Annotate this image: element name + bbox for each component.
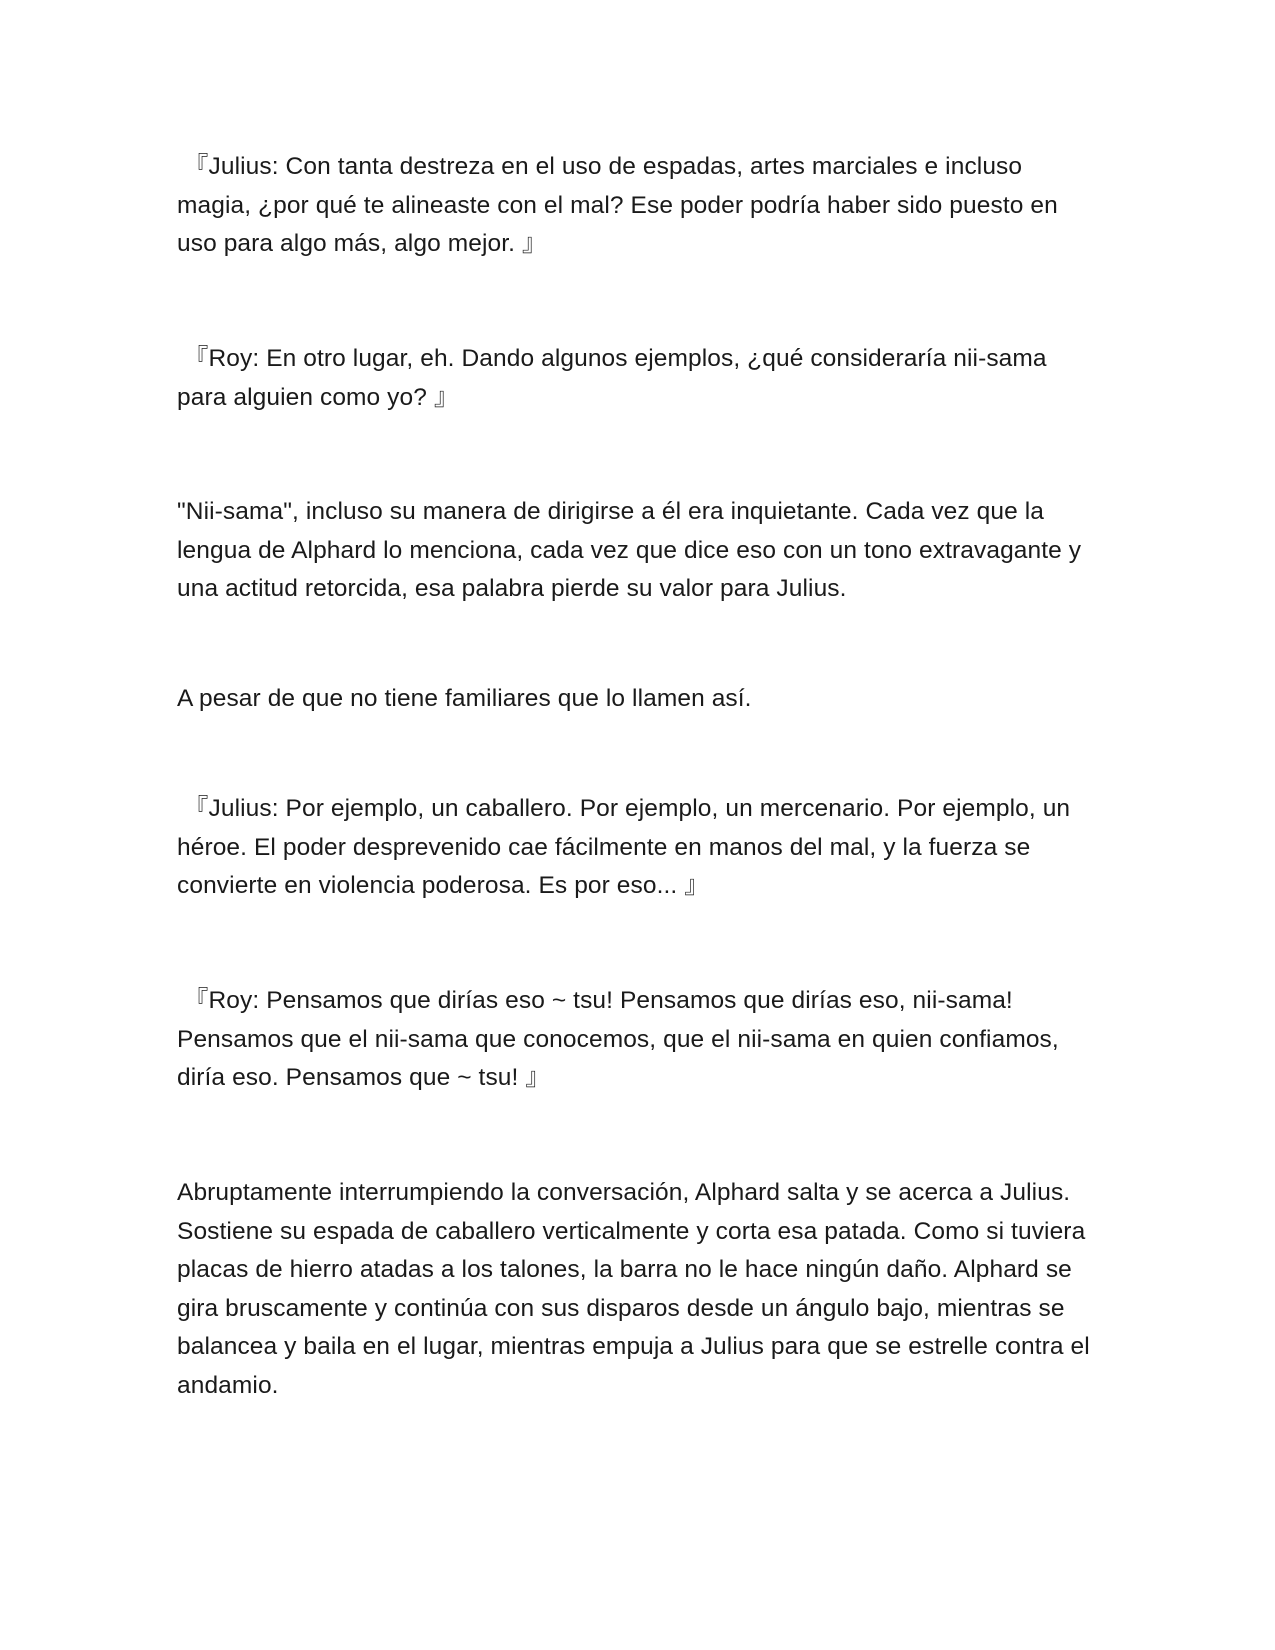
paragraph-julius-dialogue-1: 『Julius: Con tanta destreza en el uso de espadas, artes marciales e incluso magia, ¿por qué te alineaste con el mal? Ese poder podría haber sido puesto en uso para algo más, algo mejor. 』 [177,153,1058,257]
paragraph-narration-1: "Nii-sama", incluso su manera de dirigirse a él era inquietante. Cada vez que la lengua de Alphard lo menciona, cada vez que dice eso con un tono extravagante y una actitud retorcida, esa palabra pierde su valor para Julius. [177,498,1082,602]
paragraph-roy-dialogue-1: 『Roy: En otro lugar, eh. Dando algunos ejemplos, ¿qué consideraría nii-sama para alguien como yo? 』 [177,345,1047,411]
paragraph-narration-2: A pesar de que no tiene familiares que lo llamen así. [177,685,752,712]
paragraph-narration-3: Abruptamente interrumpiendo la conversación, Alphard salta y se acerca a Julius. Sostiene su espada de caballero verticalmente y corta esa patada. Como si tuviera placas de hierro atadas a los talones, la barra no le hace ningún daño. Alphard se gira bruscamente y continúa con sus disparos desde un ángulo bajo, mientras se balancea y baila en el lugar, mientras empuja a Julius para que se estrelle contra el andamio. [177,1179,1090,1399]
paragraph-julius-dialogue-2: 『Julius: Por ejemplo, un caballero. Por ejemplo, un mercenario. Por ejemplo, un héroe. El poder desprevenido cae fácilmente en manos del mal, y la fuerza se convierte en violencia poderosa. Es por eso... 』 [177,795,1071,899]
paragraph-roy-dialogue-2: 『Roy: Pensamos que dirías eso ~ tsu! Pensamos que dirías eso, nii-sama! Pensamos que el nii-sama que conocemos, que el nii-sama en quien confiamos, diría eso. Pensamos que ~ tsu! 』 [177,987,1059,1091]
